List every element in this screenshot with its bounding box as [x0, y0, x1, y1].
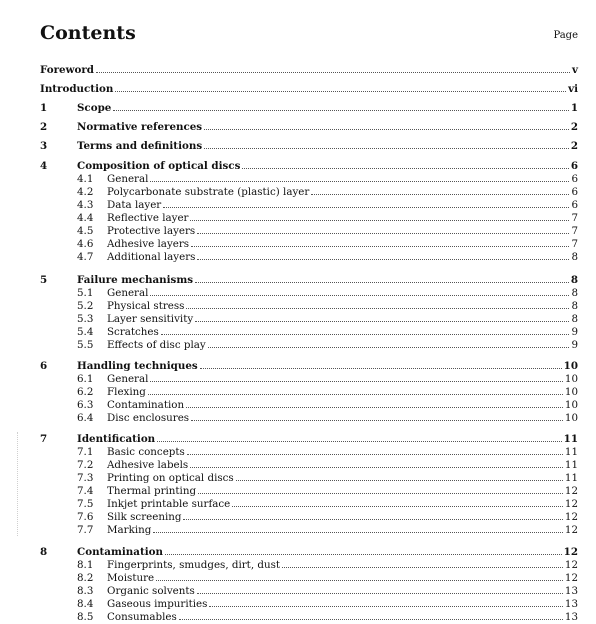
toc-entry-label: Normative references: [77, 121, 203, 133]
toc-entry-number: 6.4: [77, 412, 94, 424]
toc-subentry-6-2[interactable]: [40, 386, 578, 399]
toc-entry-page: 12: [564, 498, 578, 510]
toc-entry-page: 8: [571, 251, 578, 263]
toc-entry-page: 9: [571, 339, 578, 351]
toc-entry-number: 7.2: [77, 459, 94, 471]
toc-entry-page: 12: [564, 485, 578, 497]
toc-subentry-4-1[interactable]: [40, 173, 578, 186]
toc-entry-number: 5.1: [77, 287, 94, 299]
page-title: Contents: [40, 22, 136, 44]
toc-subentry-8-2[interactable]: [40, 572, 578, 585]
toc-entry-number: 8.1: [77, 559, 94, 571]
toc-entry-page: 9: [571, 326, 578, 338]
toc-entry-label: Physical stress: [107, 300, 185, 312]
dot-leader: [311, 193, 569, 195]
toc-entry-number: 6.2: [77, 386, 94, 398]
toc-entry-number: 1: [40, 102, 48, 114]
toc-entry-label: Foreword: [40, 64, 94, 76]
toc-subentry-7-3[interactable]: [40, 472, 578, 485]
toc-entry-number: 8.5: [77, 611, 94, 623]
toc-entry-page: 6: [571, 186, 578, 198]
toc-subentry-4-5[interactable]: [40, 225, 578, 238]
toc-entry-number: 5.3: [77, 313, 94, 325]
toc-entry-page: 11: [564, 472, 578, 484]
toc-entry-label: Scratches: [107, 326, 159, 338]
toc-entry-number: 4.4: [77, 212, 94, 224]
toc-entry-label: Handling techniques: [77, 360, 198, 372]
toc-entry-page: 7: [571, 238, 578, 250]
toc-entry-label: Contamination: [77, 546, 163, 558]
toc-entry-number: 3: [40, 140, 48, 152]
toc-entry-page: 6: [570, 160, 578, 172]
dot-leader: [204, 147, 569, 149]
toc-entry-label: Effects of disc play: [107, 339, 206, 351]
toc-entry-label: Gaseous impurities: [107, 598, 208, 610]
toc-entry-number: 4.7: [77, 251, 94, 263]
toc-entry-page: 11: [563, 433, 578, 445]
dot-leader: [153, 531, 563, 533]
toc-entry-label: Basic concepts: [107, 446, 185, 458]
toc-entry-page: 12: [564, 524, 578, 536]
dot-leader: [163, 206, 569, 208]
toc-entry-number: 7.6: [77, 511, 94, 523]
toc-entry-8[interactable]: [40, 546, 578, 559]
toc-entry-label: Flexing: [107, 386, 146, 398]
dot-leader: [190, 466, 563, 468]
page-column-label: Page: [553, 30, 578, 41]
toc-entry-label: Additional layers: [107, 251, 196, 263]
toc-subentry-5-3[interactable]: [40, 313, 578, 326]
toc-entry-label: Adhesive labels: [107, 459, 189, 471]
toc-entry-number: 7.4: [77, 485, 94, 497]
dot-leader: [186, 406, 563, 408]
toc-entry-label: Fingerprints, smudges, dirt, dust: [107, 559, 281, 571]
toc-entry-3[interactable]: [40, 140, 578, 153]
toc-entry-label: Moisture: [107, 572, 155, 584]
toc-subentry-4-2[interactable]: [40, 186, 578, 199]
toc-subentry-7-7[interactable]: [40, 524, 578, 537]
dot-leader: [150, 294, 569, 296]
toc-subentry-7-5[interactable]: [40, 498, 578, 511]
toc-entry-page: vi: [568, 83, 578, 95]
toc-entry-number: 8.3: [77, 585, 94, 597]
toc-entry-2[interactable]: [40, 121, 578, 134]
toc-entry-page: 8: [571, 313, 578, 325]
toc-entry-page: 10: [564, 373, 578, 385]
toc-entry-introduction[interactable]: [40, 83, 578, 96]
toc-entry-number: 5: [40, 274, 48, 286]
dot-leader: [236, 479, 563, 481]
toc-subentry-5-5[interactable]: [40, 339, 578, 352]
toc-entry-label: Adhesive layers: [107, 238, 190, 250]
toc-entry-label: General: [107, 287, 149, 299]
dot-leader: [197, 592, 563, 594]
toc-entry-label: Marking: [107, 524, 152, 536]
toc-entry-1[interactable]: [40, 102, 578, 115]
toc-entry-foreword[interactable]: [40, 64, 578, 77]
toc-entry-label: Disc enclosures: [107, 412, 190, 424]
toc-entry-page: 13: [564, 585, 578, 597]
toc-entry-page: 10: [563, 360, 578, 372]
toc-entry-label: Organic solvents: [107, 585, 195, 597]
toc-entry-number: 6: [40, 360, 48, 372]
toc-entry-page: 11: [564, 459, 578, 471]
toc-entry-page: 12: [564, 511, 578, 523]
toc-entry-label: Introduction: [40, 83, 114, 95]
toc-subentry-8-4[interactable]: [40, 598, 578, 611]
toc-subentry-6-1[interactable]: [40, 373, 578, 386]
dot-leader: [209, 605, 562, 607]
dot-leader: [242, 167, 568, 169]
toc-entry-page: 10: [564, 412, 578, 424]
toc-entry-number: 6.3: [77, 399, 94, 411]
toc-entry-label: Reflective layer: [107, 212, 189, 224]
toc-entry-page: 7: [571, 212, 578, 224]
dot-leader: [204, 128, 569, 130]
toc-entry-page: 2: [570, 121, 578, 133]
toc-entry-label: Terms and definitions: [77, 140, 203, 152]
toc-entry-number: 2: [40, 121, 48, 133]
toc-entry-number: 7.3: [77, 472, 94, 484]
toc-entry-5[interactable]: [40, 274, 578, 287]
toc-entry-number: 4.3: [77, 199, 94, 211]
toc-entry-label: General: [107, 173, 149, 185]
dot-leader: [191, 245, 569, 247]
toc-entry-number: 4.6: [77, 238, 94, 250]
toc-subentry-4-6[interactable]: [40, 238, 578, 251]
toc-entry-page: 12: [564, 559, 578, 571]
toc-subentry-5-2[interactable]: [40, 300, 578, 313]
toc-subentry-8-1[interactable]: [40, 559, 578, 572]
toc-entry-page: 2: [570, 140, 578, 152]
toc-subentry-8-5[interactable]: [40, 611, 578, 624]
toc-subentry-6-3[interactable]: [40, 399, 578, 412]
dot-leader: [186, 307, 569, 309]
margin-watermark: [17, 432, 20, 536]
dot-leader: [115, 90, 566, 92]
toc-entry-page: 12: [564, 572, 578, 584]
toc-entry-page: 8: [571, 287, 578, 299]
toc-entry-label: Inkjet printable surface: [107, 498, 231, 510]
toc-entry-label: Protective layers: [107, 225, 196, 237]
toc-entry-number: 8.2: [77, 572, 94, 584]
toc-entry-page: 7: [571, 225, 578, 237]
dot-leader: [165, 553, 562, 555]
toc-entry-page: 13: [564, 611, 578, 623]
toc-entry-label: Identification: [77, 433, 156, 445]
toc-subentry-4-3[interactable]: [40, 199, 578, 212]
toc-subentry-4-7[interactable]: [40, 251, 578, 264]
dot-leader: [156, 579, 563, 581]
toc-entry-page: 6: [571, 199, 578, 211]
toc-entry-label: Failure mechanisms: [77, 274, 194, 286]
toc-entry-page: 8: [571, 300, 578, 312]
toc-entry-number: 8.4: [77, 598, 94, 610]
dot-leader: [113, 109, 569, 111]
dot-leader: [161, 333, 570, 335]
toc-entry-number: 7.7: [77, 524, 94, 536]
toc-entry-number: 7: [40, 433, 48, 445]
dot-leader: [195, 320, 569, 322]
toc-subentry-6-4[interactable]: [40, 412, 578, 425]
toc-entry-label: Data layer: [107, 199, 162, 211]
toc-entry-7[interactable]: [40, 433, 578, 446]
toc-entry-label: Polycarbonate substrate (plastic) layer: [107, 186, 310, 198]
toc-entry-number: 4: [40, 160, 48, 172]
toc-entry-page: 10: [564, 386, 578, 398]
dot-leader: [150, 180, 569, 182]
toc-entry-label: Contamination: [107, 399, 185, 411]
dot-leader: [198, 492, 563, 494]
dot-leader: [208, 346, 570, 348]
toc-entry-6[interactable]: [40, 360, 578, 373]
dot-leader: [195, 281, 569, 283]
toc-entry-label: Layer sensitivity: [107, 313, 194, 325]
dot-leader: [157, 440, 561, 442]
toc-entry-page: 10: [564, 399, 578, 411]
toc-entry-number: 7.1: [77, 446, 94, 458]
dot-leader: [282, 566, 563, 568]
toc-subentry-7-4[interactable]: [40, 485, 578, 498]
toc-entry-page: 6: [571, 173, 578, 185]
dot-leader: [96, 71, 570, 73]
toc-entry-number: 4.1: [77, 173, 94, 185]
toc-subentry-7-2[interactable]: [40, 459, 578, 472]
dot-leader: [197, 258, 569, 260]
toc-entry-number: 8: [40, 546, 48, 558]
toc-entry-number: 5.5: [77, 339, 94, 351]
dot-leader: [190, 219, 569, 221]
toc-subentry-5-1[interactable]: [40, 287, 578, 300]
toc-entry-number: 4.5: [77, 225, 94, 237]
toc-entry-label: General: [107, 373, 149, 385]
toc-subentry-7-6[interactable]: [40, 511, 578, 524]
toc-entry-page: 13: [564, 598, 578, 610]
toc-entry-label: Thermal printing: [107, 485, 197, 497]
dot-leader: [200, 367, 562, 369]
toc-entry-number: 7.5: [77, 498, 94, 510]
dot-leader: [197, 232, 569, 234]
toc-entry-4[interactable]: [40, 160, 578, 173]
dot-leader: [150, 380, 562, 382]
toc-entry-number: 5.2: [77, 300, 94, 312]
toc-entry-page: v: [572, 64, 578, 76]
dot-leader: [191, 419, 563, 421]
toc-entry-label: Scope: [77, 102, 112, 114]
toc-entry-label: Composition of optical discs: [77, 160, 241, 172]
toc-subentry-4-4[interactable]: [40, 212, 578, 225]
toc-entry-number: 4.2: [77, 186, 94, 198]
dot-leader: [183, 518, 562, 520]
toc-subentry-5-4[interactable]: [40, 326, 578, 339]
toc-entry-page: 8: [570, 274, 578, 286]
toc-entry-label: Consumables: [107, 611, 177, 623]
toc-entry-label: Silk screening: [107, 511, 182, 523]
toc-subentry-7-1[interactable]: [40, 446, 578, 459]
toc-entry-number: 5.4: [77, 326, 94, 338]
toc-entry-label: Printing on optical discs: [107, 472, 234, 484]
toc-entry-page: 12: [563, 546, 578, 558]
dot-leader: [232, 505, 563, 507]
dot-leader: [187, 453, 563, 455]
dot-leader: [148, 393, 563, 395]
toc-entry-page: 1: [570, 102, 578, 114]
toc-entry-page: 11: [564, 446, 578, 458]
toc-entry-number: 6.1: [77, 373, 94, 385]
toc-subentry-8-3[interactable]: [40, 585, 578, 598]
